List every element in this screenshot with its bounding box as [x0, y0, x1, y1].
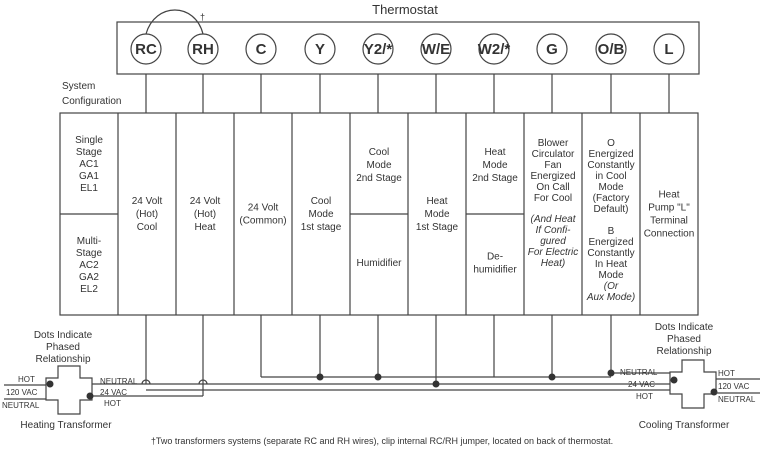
- cell-text-line: Mode: [482, 160, 508, 171]
- cell-text-line: (Common): [239, 215, 287, 227]
- cell-text-line: 24 Volt: [131, 196, 163, 207]
- cell-text-line: Mode: [366, 160, 392, 171]
- cell-text-line: Heat: [426, 196, 448, 207]
- cell-text-line: (Hot): [135, 209, 159, 220]
- cooling-hot-left-label: HOT: [636, 392, 653, 401]
- phase-dot: [87, 393, 94, 400]
- cell-text-line: Cool: [368, 147, 390, 158]
- cell-text-line: Heat: [484, 147, 506, 158]
- cell-text-line: EL2: [80, 284, 98, 295]
- terminal-label: Y: [314, 41, 326, 58]
- wire-junction: [608, 370, 615, 377]
- cooling-transformer-symbol: [670, 360, 716, 408]
- terminal-label: L: [664, 41, 674, 58]
- cell-text-line: Stage: [75, 147, 103, 158]
- cooling-dots-label-1: Dots Indicate: [654, 322, 714, 333]
- cell-text-line: Stage: [75, 248, 103, 259]
- cooling-transformer-name: Cooling Transformer: [638, 420, 730, 431]
- cell-text-line: Heat): [540, 258, 566, 269]
- cell-text-line: Default): [593, 204, 629, 215]
- cell-text-line: 1st Stage: [415, 222, 459, 233]
- terminal-label: G: [546, 41, 558, 58]
- cooling-dots-label-3: Relationship: [656, 346, 712, 357]
- heating-transformer-name: Heating Transformer: [20, 420, 112, 431]
- cell-text-line: Heat: [194, 222, 216, 233]
- cell-text-line: 24 Volt: [247, 202, 279, 214]
- cell-text-line: (Factory: [592, 193, 630, 204]
- cell-text-line: Energized: [588, 149, 634, 160]
- cell-text-line: If Confi-: [535, 225, 571, 236]
- cell-text-line: Mode: [598, 270, 624, 281]
- cell-text-line: Single: [75, 135, 103, 146]
- cell-text-line: O: [607, 138, 615, 149]
- cell-text-line: Terminal: [650, 215, 688, 227]
- cell-text-line: (Or: [603, 281, 619, 292]
- wire-junction: [317, 374, 324, 381]
- cell-text-line: Blower: [537, 138, 569, 149]
- cell-text-line: Circulator: [531, 149, 575, 160]
- jumper-mark: †: [200, 12, 206, 22]
- cell-text-line: Energized: [530, 171, 576, 182]
- cell-text-line: in Cool: [595, 171, 627, 182]
- terminal-label: Y2/*: [363, 41, 393, 58]
- cooling-24vac-label: 24 VAC: [628, 380, 655, 389]
- cell-text-line: De-: [486, 251, 504, 263]
- terminal-label: RH: [192, 41, 214, 58]
- cell-text-line: Cool: [310, 196, 332, 207]
- phase-dot: [671, 377, 678, 384]
- heating-hot-right-label: HOT: [104, 399, 121, 408]
- cell-text-line: Heat: [658, 189, 680, 201]
- cell-text-line: Aux Mode): [586, 292, 636, 303]
- cell-text-line: Mode: [424, 209, 450, 220]
- heating-dots-label-2: Phased: [46, 342, 80, 353]
- thermostat-title: Thermostat: [372, 2, 438, 17]
- terminal-label: W/E: [421, 41, 451, 58]
- heating-24vac-label: 24 VAC: [100, 388, 127, 397]
- cell-text-line: 2nd Stage: [356, 173, 402, 184]
- cell-text-line: AC2: [79, 260, 99, 271]
- footnote: †Two transformers systems (separate RC and RH wires), clip internal RC/RH jumper, located on back of thermostat.: [150, 436, 614, 446]
- wire-junction: [433, 381, 440, 388]
- cell-text-line: EL1: [80, 183, 98, 194]
- cell-text-line: Constantly: [587, 160, 635, 171]
- cell-text-line: humidifier: [473, 264, 517, 276]
- cell-text-line: Energized: [588, 237, 634, 248]
- cell-text-line: Connection: [643, 228, 695, 240]
- cell-text-line: Constantly: [587, 248, 635, 259]
- cell-text-line: B: [607, 226, 615, 237]
- wire-junction: [375, 374, 382, 381]
- cell-text-line: For Electric: [527, 247, 579, 258]
- terminal-label: RC: [135, 41, 157, 58]
- cell-text-line: 1st stage: [300, 222, 342, 233]
- cooling-hot-right-label: HOT: [718, 369, 735, 378]
- cell-text-line: Fan: [544, 160, 562, 171]
- cell-text-line: (And Heat: [530, 214, 576, 225]
- heating-dots-label-3: Relationship: [35, 354, 91, 365]
- cell-text-line: GA1: [78, 171, 100, 182]
- cell-text-line: On Call: [536, 182, 570, 193]
- cell-text-line: Humidifier: [356, 258, 402, 269]
- wiring-lines: [92, 315, 670, 396]
- cooling-transformer: [620, 322, 760, 431]
- cooling-neutral-left-label: NEUTRAL: [620, 368, 658, 377]
- heating-120vac-label: 120 VAC: [6, 388, 38, 397]
- cooling-dots-label-2: Phased: [667, 334, 701, 345]
- cell-text-line: For Cool: [533, 193, 573, 204]
- heating-hot-label: HOT: [18, 375, 35, 384]
- cell-text-line: Mode: [598, 182, 624, 193]
- cell-text-line: GA2: [78, 272, 100, 283]
- phase-dot: [47, 381, 54, 388]
- cell-text-line: Multi-: [76, 236, 102, 247]
- cooling-neutral-right-label: NEUTRAL: [718, 395, 756, 404]
- cell-text-line: gured: [540, 236, 566, 247]
- heating-dots-label-1: Dots Indicate: [33, 330, 93, 341]
- cell-text-line: Cool: [136, 222, 158, 233]
- cooling-120vac-label: 120 VAC: [718, 382, 750, 391]
- cell-text-line: 24 Volt: [189, 196, 221, 207]
- heating-transformer-symbol: [46, 366, 92, 414]
- phase-dot: [711, 389, 718, 396]
- system-config-label-1: System: [62, 81, 96, 92]
- wire-junction: [549, 374, 556, 381]
- terminal-label: W2/*: [477, 41, 511, 58]
- heating-neutral-label: NEUTRAL: [2, 401, 40, 410]
- terminal-label: O/B: [597, 41, 625, 58]
- cell-text-line: Pump "L": [648, 202, 690, 214]
- terminal-label: C: [255, 41, 267, 58]
- system-config-label-2: Configuration: [62, 96, 122, 107]
- cell-text-line: 2nd Stage: [472, 173, 518, 184]
- heating-neutral-right-label: NEUTRAL: [100, 377, 138, 386]
- cell-text-line: Mode: [308, 209, 334, 220]
- cell-text-line: AC1: [79, 159, 99, 170]
- heating-transformer: [2, 330, 138, 431]
- cell-text-line: In Heat: [594, 259, 628, 270]
- cell-text-line: (Hot): [193, 209, 217, 220]
